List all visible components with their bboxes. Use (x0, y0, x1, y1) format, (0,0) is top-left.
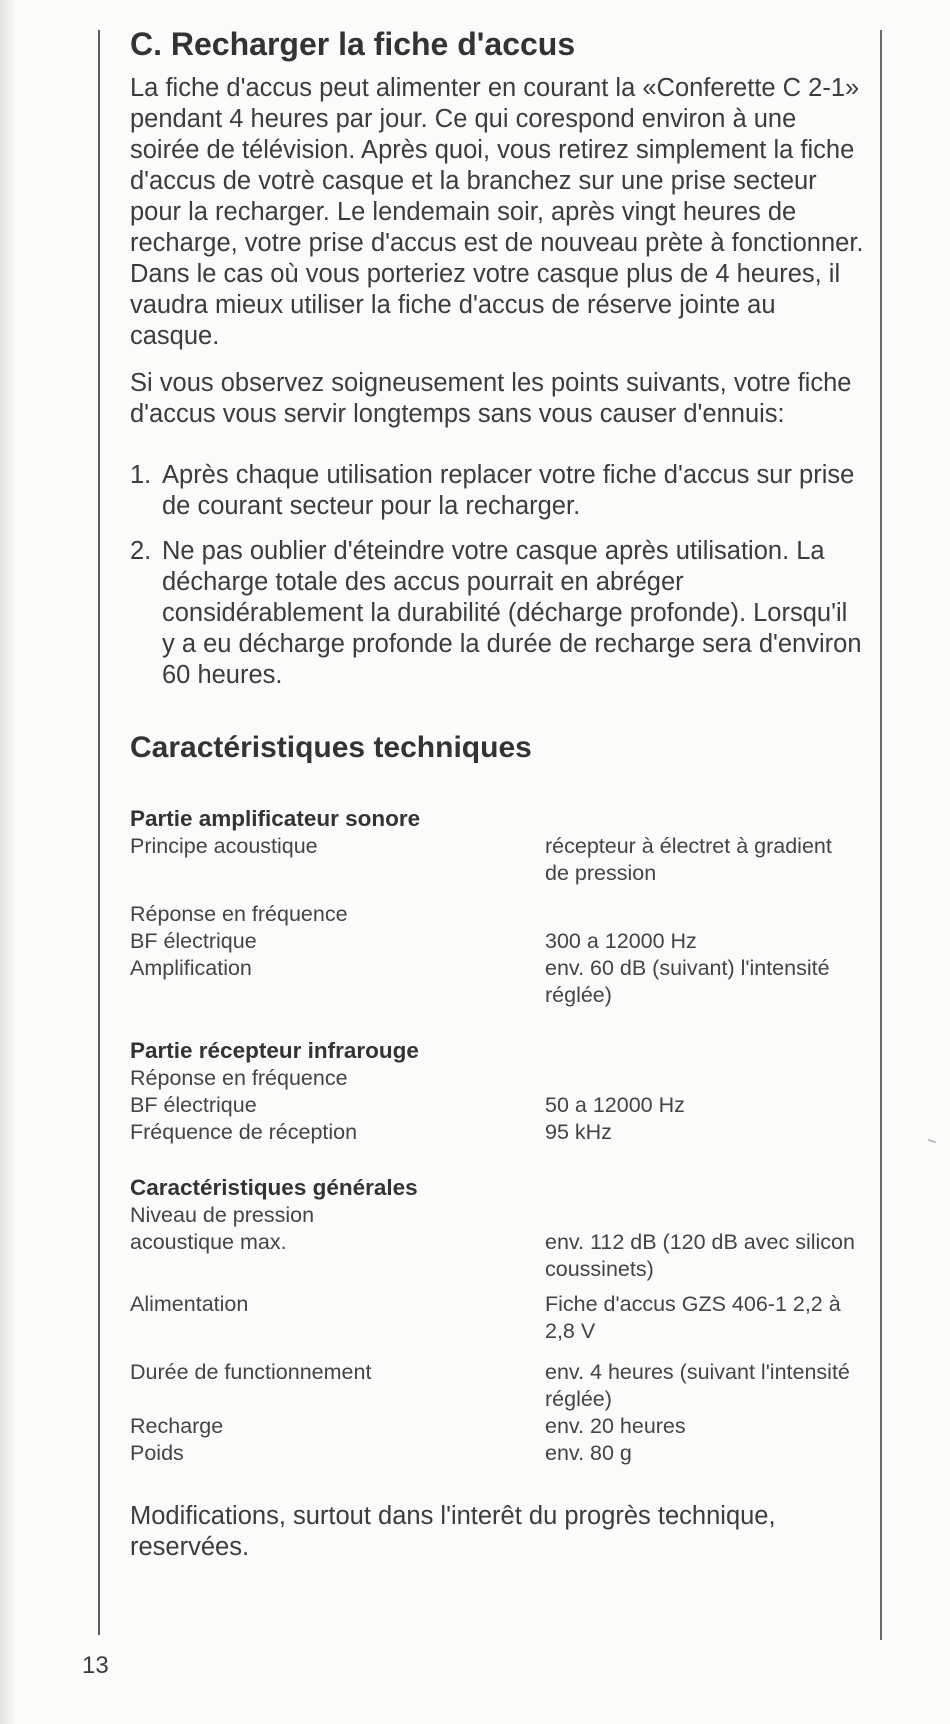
spec-group-heading: Partie récepteur infrarouge (130, 1038, 419, 1063)
modifications-note: Modifications, surtout dans l'interêt du progrès technique, reservées. (130, 1502, 776, 1561)
spec-row (130, 1229, 865, 1283)
spec-row (130, 1092, 865, 1119)
spec-label: Poids (130, 1441, 184, 1465)
spec-label: Amplification (130, 956, 252, 980)
list-item (130, 460, 865, 522)
list-item-number: 2. (130, 537, 152, 565)
section-c-paragraph-1: La fiche d'accus peut alimenter en courant la «Conferette C 2-1» pendant 4 heures par jour. Ce qui corespond environ à une soirée de télévision. Après quoi, vous retirez simplement la fiche d'accus de votrè casque et la branchez sur une prise secteur pour la recharger. Le lendemain soir, après vingt heures de recharge, votre prise d'accus est de nouveau prète à fonctionner. Dans le cas où vous porteriez votre casque plus de 4 heures, il vaudra mieux utiliser la fiche d'accus de réserve jointe au casque. (130, 74, 864, 350)
spec-group-heading: Caractéristiques générales (130, 1175, 418, 1200)
spec-row (130, 1065, 865, 1092)
spec-group-heading: Partie amplificateur sonore (130, 806, 421, 831)
spec-row (130, 901, 865, 928)
spec-row (130, 1440, 865, 1467)
spec-label: Alimentation (130, 1292, 249, 1316)
spec-label: Principe acoustique (130, 834, 318, 858)
spec-label: acoustique max. (130, 1230, 287, 1254)
section-c-title: C. Recharger la fiche d'accus (130, 26, 576, 62)
spec-label: Recharge (130, 1414, 224, 1438)
spec-group-amplifier (130, 805, 865, 1009)
care-instructions-list (130, 460, 865, 691)
spec-value: env. 80 g (545, 1441, 632, 1465)
spec-value: 50 a 12000 Hz (545, 1093, 685, 1117)
spec-label: Durée de functionnement (130, 1360, 372, 1384)
spec-group-general (130, 1174, 865, 1467)
spec-value: env. 60 dB (suivant) l'intensité réglée) (545, 956, 830, 1007)
page-content (130, 26, 865, 1589)
spec-value: env. 112 dB (120 dB avec silicon coussinets) (545, 1230, 855, 1281)
specs-title: Caractéristiques techniques (130, 731, 532, 764)
list-item (130, 536, 865, 691)
page-edge-shadow (0, 0, 14, 1724)
spec-value (545, 1202, 855, 1229)
spec-row (130, 1202, 865, 1229)
spec-label: BF électrique (130, 1093, 257, 1117)
spec-value: env. 4 heures (suivant l'intensité réglée) (545, 1360, 850, 1411)
left-margin-rule (98, 30, 100, 1635)
spec-row (130, 1359, 865, 1413)
spec-label: Fréquence de réception (130, 1120, 358, 1144)
spec-row (130, 833, 865, 887)
spec-row (130, 955, 865, 1009)
spec-label: Réponse en fréquence (130, 902, 348, 926)
spec-row (130, 1413, 865, 1440)
list-item-text: Après chaque utilisation replacer votre fiche d'accus sur prise de courant secteur pour la recharger. (162, 461, 855, 520)
spec-value: récepteur à électret à gradient de pression (545, 834, 832, 885)
spec-value: 95 kHz (545, 1120, 612, 1144)
list-item-text: Ne pas oublier d'éteindre votre casque après utilisation. La décharge totale des accus pourrait en abréger considérablement la durabilité (décharge profonde). Lorsqu'il y a eu décharge profonde la durée de recharge sera d'environ 60 heures. (162, 537, 862, 689)
right-margin-rule (880, 30, 882, 1640)
spec-label: Niveau de pression (130, 1203, 315, 1227)
page-number: 13 (82, 1652, 109, 1679)
spec-row (130, 1291, 865, 1345)
spec-value: Fiche d'accus GZS 406-1 2,2 à 2,8 V (545, 1292, 841, 1343)
spec-group-infrared (130, 1037, 865, 1146)
spec-value: env. 20 heures (545, 1414, 686, 1438)
section-c-paragraph-2: Si vous observez soigneusement les points suivants, votre fiche d'accus vous servir longtemps sans vous causer d'ennuis: (130, 369, 852, 428)
spec-row (130, 1119, 865, 1146)
spec-value (545, 1065, 855, 1092)
spec-row (130, 928, 865, 955)
spec-value (545, 901, 855, 928)
spec-label: Réponse en fréquence (130, 1066, 348, 1090)
spec-value: 300 a 12000 Hz (545, 929, 697, 953)
paper-speck (928, 1139, 936, 1144)
spec-label: BF électrique (130, 929, 257, 953)
list-item-number: 1. (130, 461, 152, 489)
